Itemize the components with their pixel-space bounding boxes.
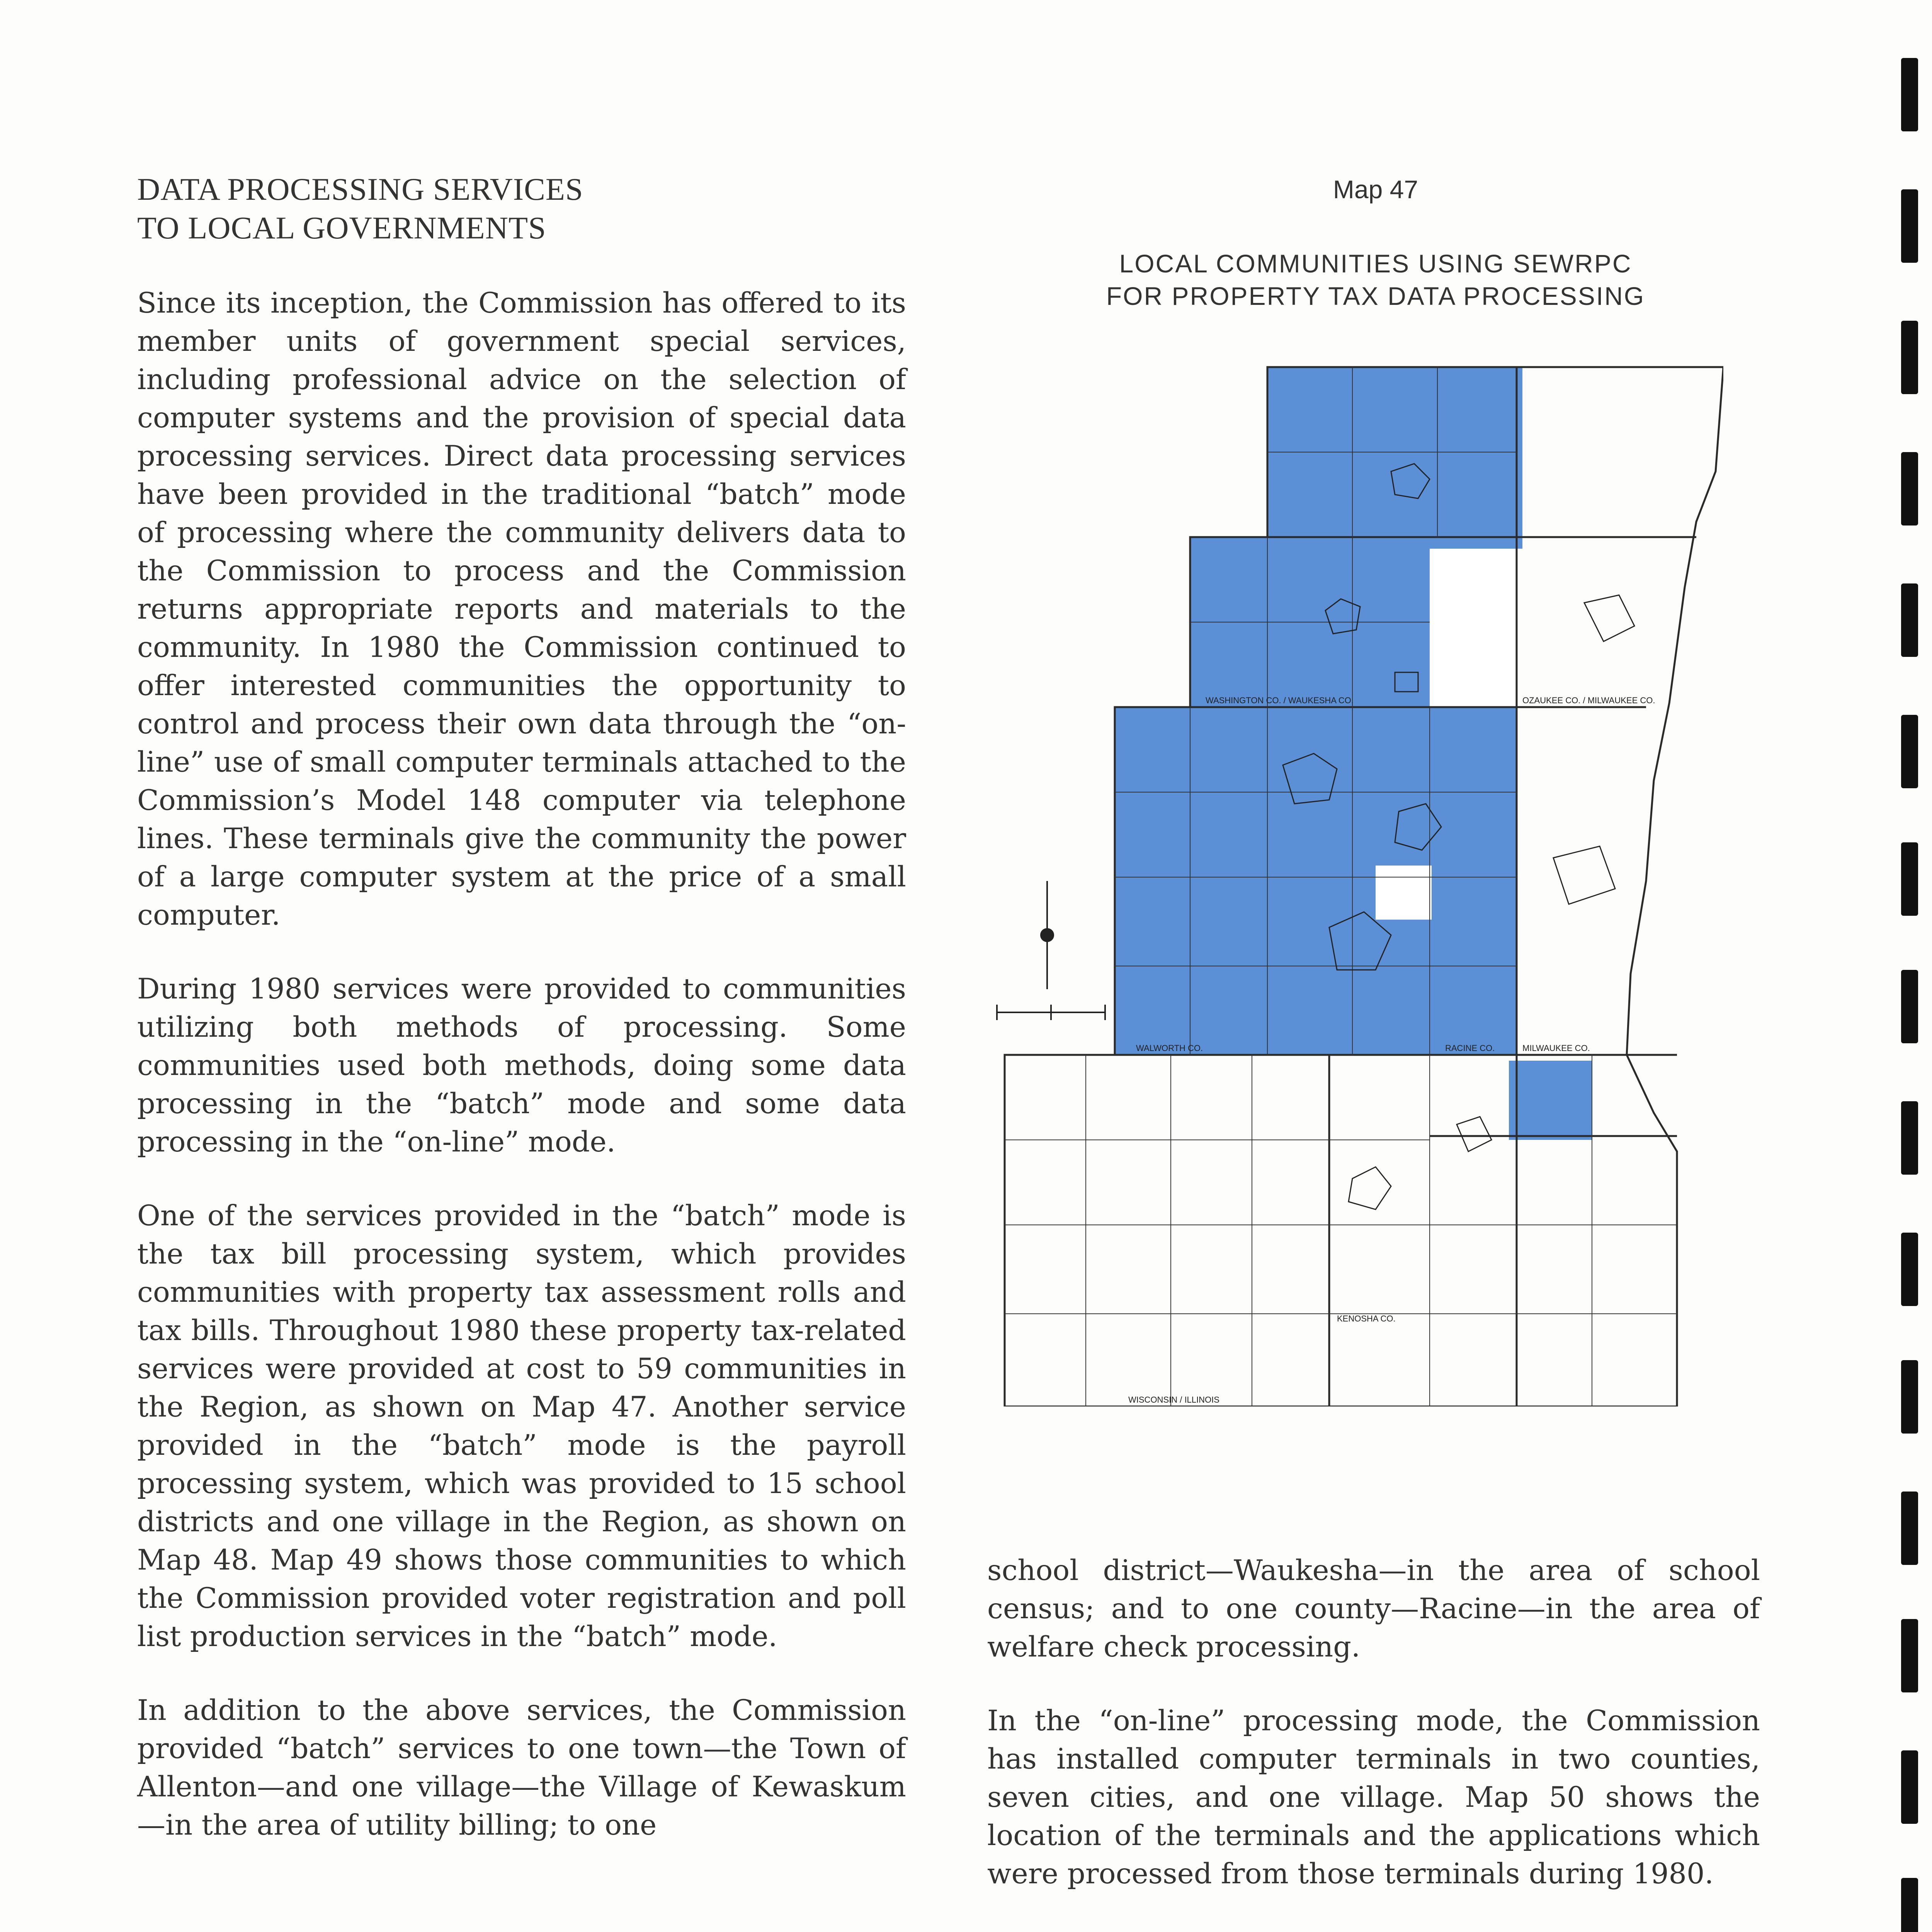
- label-milwaukee-south: MILWAUKEE CO.: [1522, 1043, 1590, 1053]
- binding-hole-icon: [1901, 189, 1918, 263]
- north-arrow-icon: [1041, 881, 1053, 989]
- binding-hole-icon: [1901, 1360, 1918, 1434]
- binding-hole-icon: [1901, 321, 1918, 394]
- map-caption: [989, 174, 1762, 312]
- binding-hole-icon: [1901, 452, 1918, 526]
- label-racine: RACINE CO.: [1445, 1043, 1495, 1053]
- binding-hole-icon: [1901, 1878, 1918, 1932]
- county-map: [989, 355, 1723, 1406]
- label-ozaukee-milwaukee: OZAUKEE CO. / MILWAUKEE CO.: [1522, 696, 1655, 705]
- label-walworth: WALWORTH CO.: [1136, 1043, 1203, 1053]
- highlight-washington-south: [1190, 537, 1430, 709]
- binding-hole-icon: [1901, 842, 1918, 916]
- paragraph: school district—Waukesha—in the area of school census; and to one county—Racine—in the area of welfare check processing.: [987, 1554, 1760, 1663]
- binding-hole-icon: [1901, 583, 1918, 657]
- map-title-line-1: LOCAL COMMUNITIES USING SEWRPC: [1119, 249, 1632, 278]
- binding-hole-icon: [1901, 1492, 1918, 1565]
- section-heading: [137, 170, 871, 247]
- map-highlighted-areas: [1115, 367, 1592, 1140]
- left-text-column: [137, 284, 906, 1880]
- right-text-column: [987, 1551, 1760, 1929]
- heading-line-1: DATA PROCESSING SERVICES: [137, 172, 583, 207]
- paragraph: In addition to the above services, the Commission provided “batch” services to one town—the Town of Allenton—and one village—the Village of Kewaskum—in the area of utility billing; to one: [137, 1694, 906, 1842]
- binding-hole-icon: [1901, 1750, 1918, 1824]
- map-title: [989, 247, 1762, 312]
- paragraph: Since its inception, the Commission has offered to its member units of government special services, including professional advice on the selection of computer systems and the provision of special data processing services. Direct data processing services have been provided in the traditional “batch” mode of processing where the community delivers data to the Commission to process and the Commission returns appropriate reports and materials to the community. In 1980 the Commission continued to offer interested communities the opportunity to control and process their own data through the “on-line” use of small computer terminals attached to the Commission’s Model 148 computer via telephone lines. These terminals give the community the power of a large computer system at the price of a small computer.: [137, 287, 906, 932]
- highlight-racine-town: [1509, 1061, 1592, 1140]
- binding-hole-icon: [1901, 1619, 1918, 1692]
- binding-hole-icon: [1901, 1233, 1918, 1306]
- label-wisconsin-illinois: WISCONSIN / ILLINOIS: [1128, 1395, 1219, 1405]
- binding-hole-icon: [1901, 715, 1918, 788]
- binding-hole-icon: [1901, 58, 1918, 131]
- label-kenosha: KENOSHA CO.: [1337, 1314, 1396, 1323]
- map-title-line-2: FOR PROPERTY TAX DATA PROCESSING: [1106, 282, 1645, 310]
- binding-hole-icon: [1901, 970, 1918, 1043]
- label-washington-waukesha: WASHINGTON CO. / WAUKESHA CO.: [1206, 696, 1354, 705]
- highlight-washington-north: [1267, 367, 1522, 549]
- paragraph: In the “on-line” processing mode, the Commission has installed computer terminals in two counties, seven cities, and one village. Map 50 shows the location of the terminals and the applications which were processed from those terminals during 1980.: [987, 1704, 1760, 1890]
- binding-hole-icon: [1901, 1101, 1918, 1175]
- highlight-waukesha: [1115, 707, 1517, 1055]
- scale-bar-icon: [997, 1005, 1105, 1020]
- paragraph: One of the services provided in the “batch” mode is the tax bill processing system, which provides communities with property tax assessment rolls and tax bills. Throughout 1980 these property tax-related services were provided at cost to 59 communities in the Region, as shown on Map 47. Another service provided in the “batch” mode is the payroll processing system, which was provided to 15 school districts and one village in the Region, as shown on Map 48. Map 49 shows those communities to which the Commission provided voter registration and poll list production services in the “batch” mode.: [137, 1199, 906, 1653]
- spiral-binding: [1893, 0, 1928, 1932]
- heading-line-2: TO LOCAL GOVERNMENTS: [137, 210, 546, 245]
- map-number: Map 47: [1333, 175, 1418, 204]
- paragraph: During 1980 services were provided to communities utilizing both methods of processing. Some communities used both methods, doing some data processing in the “batch” mode and some data processing in the “on-line” mode.: [137, 973, 906, 1158]
